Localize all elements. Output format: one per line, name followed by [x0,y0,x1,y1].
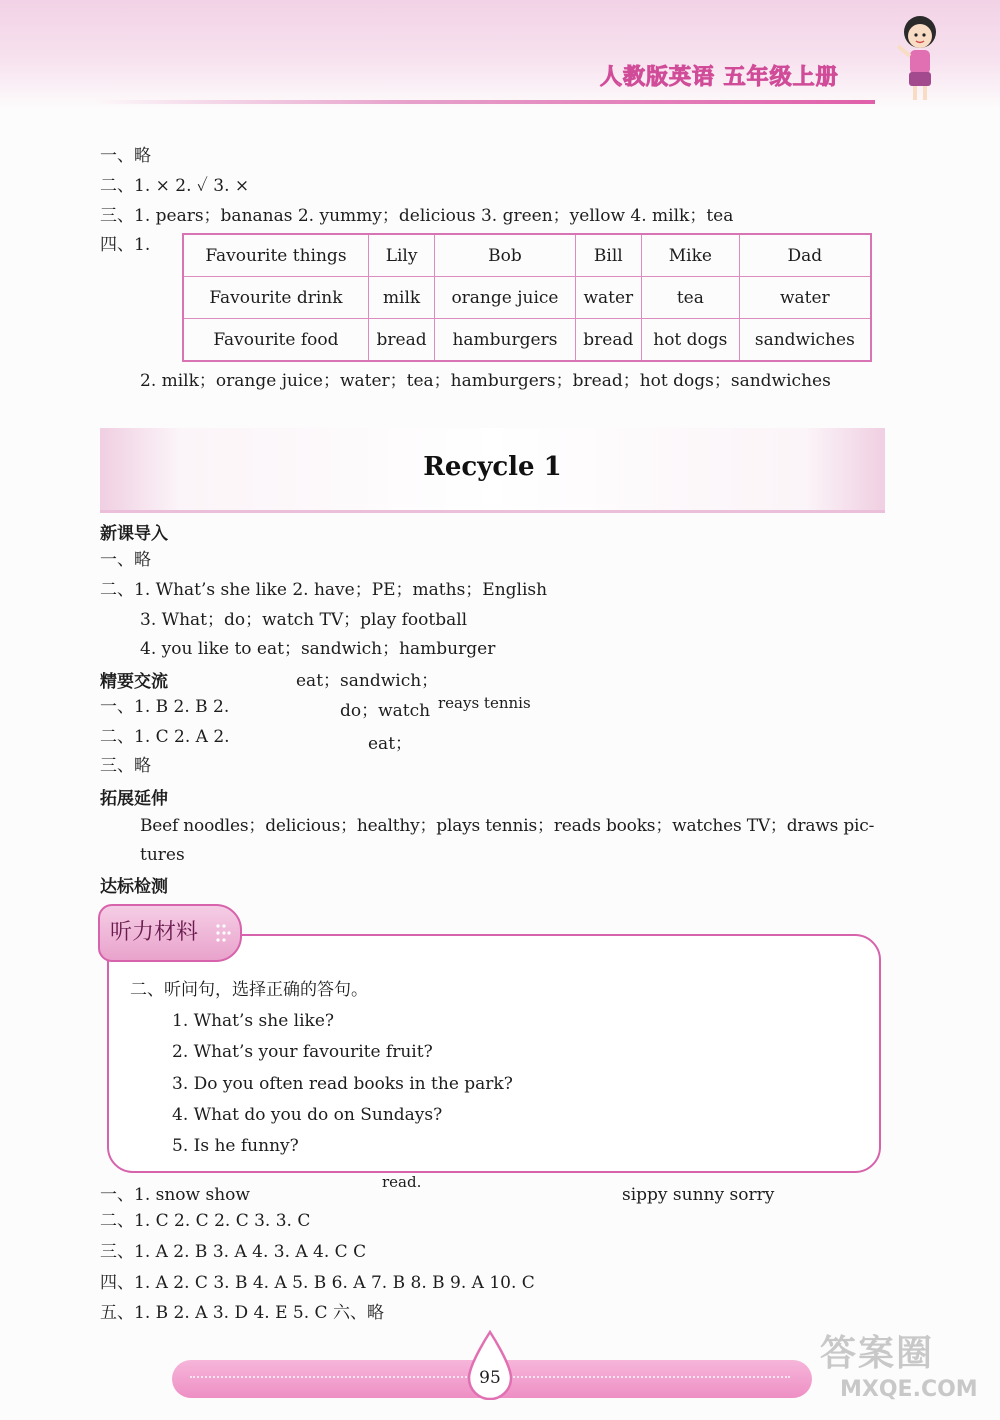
answer-line: 四、1. A 2. C 3. B 4. A 5. B 6. A 7. B 8. B 9. A 10. C [100,1273,535,1293]
table-cell: Favourite drink [183,277,368,319]
listening-question: 3. Do you often read books in the park? [172,1074,513,1094]
table-cell: Bob [435,234,575,277]
answer-line: Beef noodles；delicious；healthy；plays tennis；reads books；watches TV；draws pic- [140,816,875,836]
answer-line: 二、1. C 2. C 2. C 3. 3. C [100,1211,311,1231]
section-heading: 精要交流 [100,672,168,692]
table-cell: hot dogs [642,319,740,362]
table-cell: bread [575,319,641,362]
answer-line: 三、1. pears；bananas 2. yummy；delicious 3. green；yellow 4. milk；tea [100,206,734,226]
answer-line: 一、略 [100,146,151,166]
answer-line: 五、1. B 2. A 3. D 4. E 5. C 六、略 [100,1303,384,1323]
section-title: Recycle 1 [423,452,562,482]
answer-line: 二、1. What’s she like 2. have；PE；maths；English [100,580,548,600]
watermark-text: 答案圈 [820,1333,935,1374]
section-heading: 新课导入 [100,524,168,544]
table-cell: Lily [368,234,434,277]
answer-line: 一、略 [100,550,151,570]
answer-line: 4. you like to eat；sandwich；hamburger [140,639,496,659]
listening-question: 2. What’s your favourite fruit? [172,1042,433,1062]
section-header [100,428,885,513]
watermark-url: MXQE.COM [840,1377,978,1402]
table-cell: tea [642,277,740,319]
answer-fragment: read. [382,1173,422,1191]
header-band [0,0,1000,110]
table-cell: hamburgers [435,319,575,362]
answer-line: 三、略 [100,756,151,776]
table-cell: milk [368,277,434,319]
table-cell: sandwiches [739,319,871,362]
answer-line: tures [140,845,185,865]
listening-question: 4. What do you do on Sundays? [172,1105,443,1125]
table-cell: Favourite things [183,234,368,277]
dots-icon [214,922,232,944]
answer-fragment: eat；sandwich； [296,671,439,691]
header-rule [95,100,875,104]
table-cell: water [739,277,871,319]
answer-fragment: eat； [368,734,413,754]
answer-fragment: reays tennis [438,694,531,712]
answer-line: 一、1. B 2. B 2. [100,697,230,717]
listening-instruction: 二、听问句，选择正确的答句。 [130,980,368,1000]
answer-line: 二、1. × 2. ✓ 3. × [100,176,250,196]
listening-tab-label: 听力材料 [110,920,199,945]
table-row [183,319,871,362]
watermark [820,1325,995,1415]
answer-line: 三、1. A 2. B 3. A 4. 3. A 4. C C [100,1242,367,1262]
water-drop-icon [465,1330,515,1400]
table-row [183,234,871,277]
table-cell: Bill [575,234,641,277]
table-cell: Mike [642,234,740,277]
answer-label: 四、1. [100,235,151,255]
section-heading: 达标检测 [100,877,168,897]
favourites-table [182,233,872,362]
page-number: 95 [479,1368,501,1388]
answer-line: 3. What；do；watch TV；play football [140,610,468,630]
listening-question: 1. What’s she like? [172,1011,335,1031]
table-cell: Dad [739,234,871,277]
table-cell: water [575,277,641,319]
table-cell: bread [368,319,434,362]
table-row [183,277,871,319]
answer-fragment: do；watch [340,701,431,721]
header-title: 人教版英语 五年级上册 [600,65,839,90]
table-cell: orange juice [435,277,575,319]
table-cell: Favourite food [183,319,368,362]
section-heading: 拓展延伸 [100,789,168,809]
answer-fragment: sippy sunny sorry [622,1185,775,1205]
answer-line: 二、1. C 2. A 2. [100,727,230,747]
listening-material-tab [98,904,242,962]
cartoon-girl-icon [890,10,950,105]
answer-line: 2. milk；orange juice；water；tea；hamburgers；bread；hot dogs；sandwiches [140,371,831,391]
listening-question: 5. Is he funny? [172,1136,299,1156]
answer-line: 一、1. snow show [100,1185,250,1205]
